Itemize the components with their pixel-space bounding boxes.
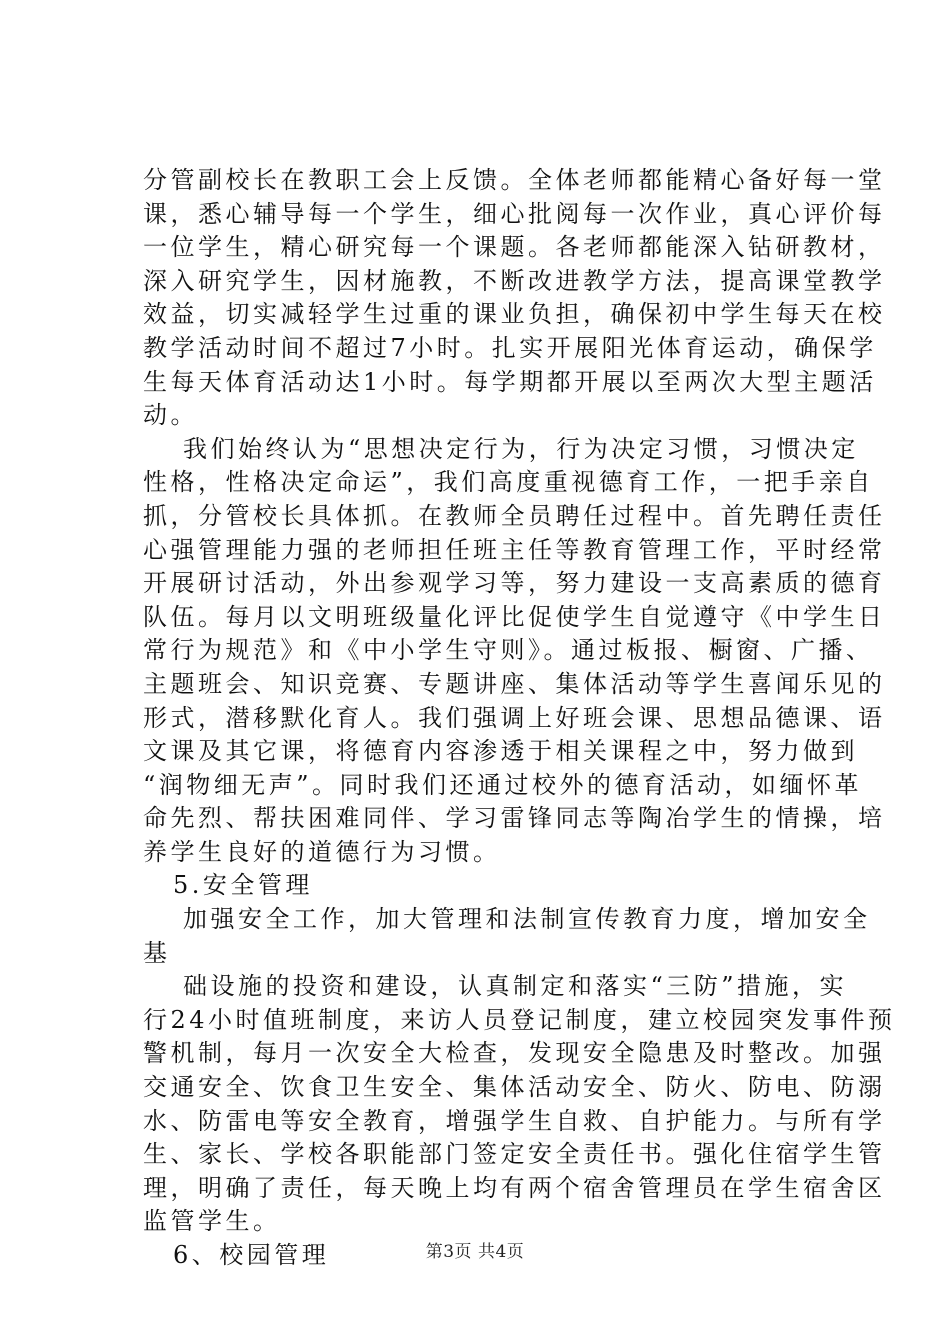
text-line: 形式，潜移默化育人。我们强调上好班会课、思想品德课、语	[143, 703, 886, 732]
text-line: 行24小时值班制度，来访人员登记制度，建立校园突发事件预	[143, 1005, 896, 1034]
text-line: 效益，切实减轻学生过重的课业负担，确保初中学生每天在校	[143, 300, 886, 329]
text-line: 文课及其它课，将德育内容渗透于相关课程之中，努力做到	[143, 737, 858, 766]
text-line: 动。	[143, 401, 198, 430]
text-line: 基	[143, 938, 171, 967]
text-line: 我们始终认为“思想决定行为，行为决定习惯，习惯决定	[183, 434, 859, 463]
section-heading: 6、校园管理	[173, 1241, 330, 1269]
text-line: 开展研讨活动，外出参观学习等，努力建设一支高素质的德育	[143, 569, 886, 598]
text-line: 础设施的投资和建设，认真制定和落实“三防”措施，实	[183, 972, 848, 1001]
text-line: “润物细无声”。同时我们还通过校外的德育活动，如缅怀革	[143, 770, 863, 799]
text-line: 生每天体育活动达1小时。每学期都开展以至两次大型主题活	[143, 367, 877, 396]
text-line: 命先烈、帮扶困难同伴、学习雷锋同志等陶冶学生的情操，培	[143, 804, 886, 833]
text-line: 分管副校长在教职工会上反馈。全体老师都能精心备好每一堂	[143, 166, 886, 194]
text-line: 生、家长、学校各职能部门签定安全责任书。强化住宿学生管	[143, 1140, 886, 1169]
text-line: 加强安全工作，加大管理和法制宣传教育力度，增加安全	[183, 905, 871, 934]
text-line: 课，悉心辅导每一个学生，细心批阅每一次作业，真心评价每	[143, 199, 886, 228]
text-line: 抓，分管校长具体抓。在教师全员聘任过程中。首先聘任责任	[143, 501, 886, 530]
page-footer: 第3页 共4页	[425, 1242, 525, 1262]
text-line: 养学生良好的道德行为习惯。	[143, 837, 501, 866]
text-line: 监管学生。	[143, 1207, 281, 1236]
text-line: 队伍。每月以文明班级量化评比促使学生自觉遵守《中学生日	[143, 602, 886, 631]
text-line: 常行为规范》和《中小学生守则》。通过板报、橱窗、广播、	[143, 636, 874, 665]
text-line: 主题班会、知识竞赛、专题讲座、集体活动等学生喜闻乐见的	[143, 669, 886, 698]
text-line: 一位学生，精心研究每一个课题。各老师都能深入钻研教材，	[143, 233, 886, 262]
text-line: 警机制，每月一次安全大检查，发现安全隐患及时整改。加强	[143, 1039, 886, 1068]
text-line: 性格，性格决定命运”，我们高度重视德育工作，一把手亲自	[143, 468, 874, 497]
text-line: 教学活动时间不超过7小时。扎实开展阳光体育运动，确保学	[143, 333, 877, 362]
text-line: 深入研究学生，因材施教，不断改进教学方法，提高课堂教学	[143, 266, 886, 295]
section-heading: 5.安全管理	[173, 871, 313, 900]
text-line: 交通安全、饮食卫生安全、集体活动安全、防火、防电、防溺	[143, 1073, 886, 1102]
document-body	[143, 164, 896, 1273]
text-line: 心强管理能力强的老师担任班主任等教育管理工作，平时经常	[143, 535, 886, 564]
text-line: 水、防雷电等安全教育，增强学生自救、自护能力。与所有学	[143, 1106, 886, 1135]
text-line: 理，明确了责任，每天晚上均有两个宿舍管理员在学生宿舍区	[143, 1173, 886, 1202]
